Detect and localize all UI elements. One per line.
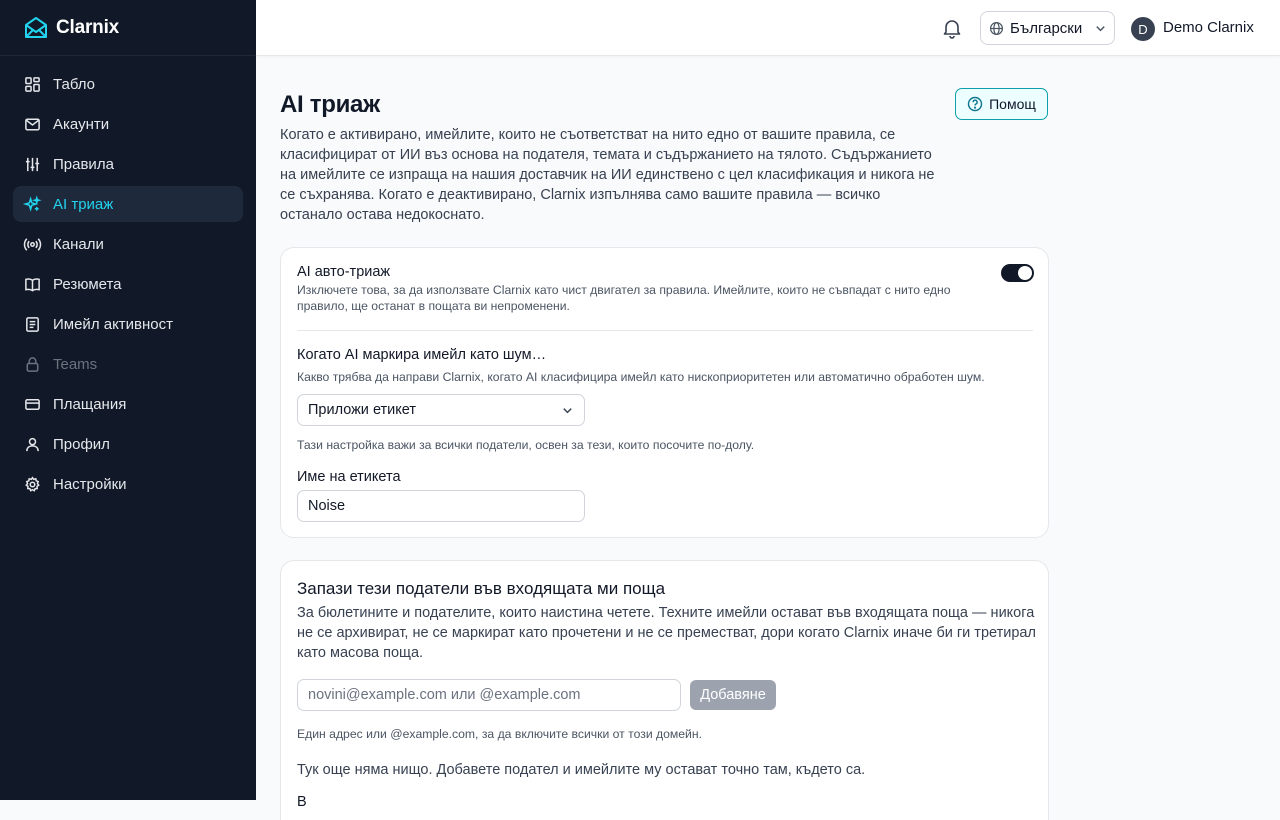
keep-senders-card (280, 560, 1049, 820)
add-sender-button[interactable]: Добавяне (690, 680, 776, 710)
sidebar-item-channels[interactable] (13, 226, 243, 262)
globe-icon (989, 21, 1004, 36)
empty-state-text: Тук още няма нищо. Добавете подател и имейлите му остават точно там, където са. (297, 762, 866, 778)
main-content (280, 56, 1050, 810)
cut-off-text: В (297, 794, 307, 810)
page-title: AI триаж (280, 91, 380, 118)
sidebar-item-label: Teams (53, 355, 98, 373)
noise-action-select[interactable] (297, 394, 585, 426)
brand[interactable] (0, 0, 256, 56)
user-name[interactable]: Demo Clarnix (1163, 19, 1254, 36)
gear-icon (24, 476, 41, 493)
sidebar-item-dashboard[interactable] (13, 66, 243, 102)
auto-triage-toggle[interactable] (1001, 264, 1034, 282)
language-select[interactable] (980, 11, 1115, 45)
sidebar-item-label: Табло (53, 75, 96, 93)
sidebar-item-rules[interactable] (13, 146, 243, 182)
sidebar-item-label: Резюмета (53, 275, 122, 293)
dashboard-icon (24, 76, 41, 93)
sidebar-nav (0, 56, 256, 502)
credit-card-icon (24, 396, 41, 413)
sliders-icon (24, 156, 41, 173)
help-label: Помощ (989, 96, 1036, 112)
chevron-down-icon (1094, 22, 1107, 35)
top-header (256, 0, 1280, 56)
radio-icon (24, 236, 41, 253)
auto-triage-description: Изключете това, за да използвате Clarnix като чист двигател за правила. Имейлите, които не съвпадат с нито едно правило, ще останат в пощата ви непроменени. (297, 283, 951, 313)
help-button[interactable] (955, 88, 1048, 120)
label-name-input[interactable] (297, 490, 585, 522)
mail-logo-icon (23, 15, 49, 41)
sender-input-hint: Един адрес или @example.com, за да включите всички от този домейн. (297, 727, 702, 741)
keep-senders-title: Запази тези податели във входящата ми поща (297, 579, 666, 598)
sidebar-item-accounts[interactable] (13, 106, 243, 142)
sidebar-item-label: Настройки (53, 475, 127, 493)
language-value: Български (1010, 19, 1083, 37)
noise-action-title: Когато AI маркира имейл като шум… (297, 347, 547, 363)
sidebar-item-teams (13, 346, 243, 382)
title-row (280, 56, 1050, 123)
app-name: Clarnix (56, 16, 120, 38)
avatar[interactable]: D (1131, 17, 1155, 41)
activity-list-icon (24, 316, 41, 333)
auto-triage-card (280, 247, 1049, 538)
toggle-knob (1018, 266, 1032, 280)
divider (297, 330, 1033, 331)
sidebar-item-label: Профил (53, 435, 110, 453)
bell-icon[interactable] (941, 17, 963, 39)
sidebar-item-label: Плащания (53, 395, 127, 413)
sidebar-item-label: Правила (53, 155, 114, 173)
user-icon (24, 436, 41, 453)
lock-icon (24, 356, 41, 373)
sender-input[interactable] (297, 679, 681, 711)
noise-action-hint: Тази настройка важи за всички податели, освен за тези, които посочите по-долу. (297, 438, 755, 452)
sidebar-item-label: Канали (53, 235, 104, 253)
sidebar (0, 0, 256, 800)
mail-icon (24, 116, 41, 133)
sidebar-item-label: Акаунти (53, 115, 110, 133)
noise-action-value: Приложи етикет (308, 402, 416, 418)
chevron-down-icon (561, 404, 574, 417)
sidebar-item-label: AI триаж (53, 195, 114, 213)
sidebar-item-settings[interactable] (13, 466, 243, 502)
sidebar-item-summaries[interactable] (13, 266, 243, 302)
sidebar-item-profile[interactable] (13, 426, 243, 462)
label-name-title: Име на етикета (297, 469, 401, 485)
auto-triage-title: AI авто-триаж (297, 264, 391, 280)
keep-senders-description: За бюлетините и подателите, които наистина четете. Техните имейли остават във входящата поща — никога не се архивират, не се маркират като прочетени и не се преместват, дори когато Clarnix иначе би ги третирал като масова поща. (297, 605, 1036, 661)
sidebar-item-billing[interactable] (13, 386, 243, 422)
page-description: Когато е активирано, имейлите, които не съответстват на нито едно от вашите правила, се класифицират от ИИ въз основа на подателя, темата и съдържанието на тялото. Съдържанието на имейлите се изпраща на нашия доставчик на ИИ единствено с цел класификация и никога не се съхранява. Когато е деактивирано, Clarnix изпълнява само вашите правила — всичко останало остава недокоснато. (280, 127, 935, 223)
sidebar-item-label: Имейл активност (53, 315, 174, 333)
noise-action-description: Какво трябва да направи Clarnix, когато AI класифицира имейл като нископриоритетен или автоматично обработен шум. (297, 370, 985, 384)
book-icon (24, 276, 41, 293)
sidebar-item-email-activity[interactable] (13, 306, 243, 342)
sparkles-icon (24, 196, 41, 213)
help-circle-icon (967, 96, 983, 112)
sidebar-item-ai-triage[interactable] (13, 186, 243, 222)
